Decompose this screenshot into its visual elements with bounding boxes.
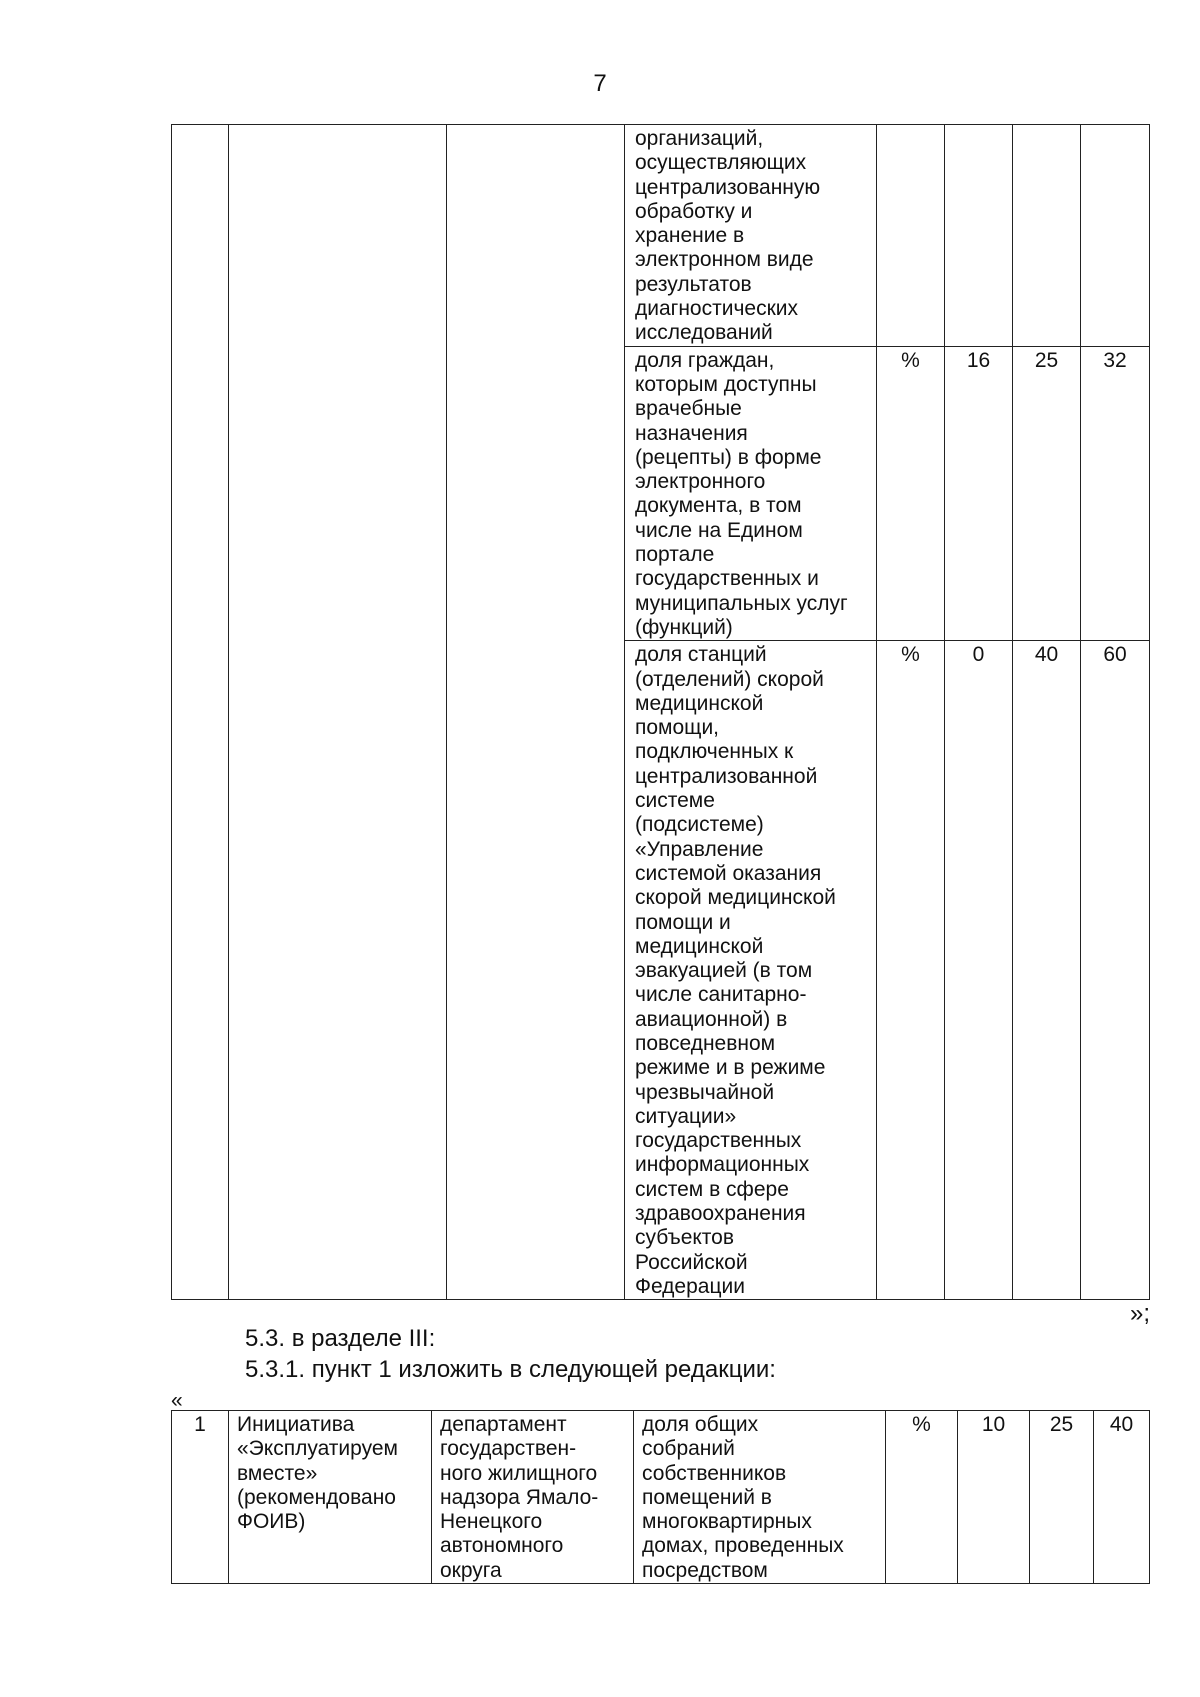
value-cell xyxy=(1081,125,1150,347)
initiative-cell xyxy=(229,125,447,1300)
value-cell: 25 xyxy=(1030,1411,1094,1584)
amendment-paragraph: 5.3.1. пункт 1 изложить в следующей редакции: xyxy=(245,1356,776,1383)
closing-quote: »; xyxy=(1129,1300,1150,1327)
unit-cell: % xyxy=(886,1411,958,1584)
value-cell: 0 xyxy=(945,641,1013,1300)
initiative-cell: Инициатива «Эксплуатируем вместе» (рекомендовано ФОИВ) xyxy=(229,1411,432,1584)
value-cell: 60 xyxy=(1081,641,1150,1300)
value-cell xyxy=(1013,125,1081,347)
number-cell xyxy=(172,125,229,1300)
value-cell: 10 xyxy=(958,1411,1030,1584)
page-number: 7 xyxy=(593,70,607,97)
table-row xyxy=(172,125,1150,347)
section-paragraph: 5.3. в разделе III: xyxy=(245,1325,436,1352)
indicator-cell: доля станций (отделений) скорой медицинской помощи, подключенных к централизованной системе (подсистеме) «Управление системой оказания скорой медицинской помощи и медицинской эвакуацией (в том числе санитарно- авиационной) в повседневном режиме и в режиме чрезвычайной ситуации» государственных информационных систем в сфере здравоохранения субъектов Российской Федерации xyxy=(625,641,877,1300)
unit-cell: % xyxy=(877,641,945,1300)
value-cell: 40 xyxy=(1013,641,1081,1300)
initiative-table xyxy=(171,1410,1150,1584)
department-cell: департамент государствен- ного жилищного надзора Ямало- Ненецкого автономного округа xyxy=(432,1411,634,1584)
indicators-table-continued xyxy=(171,124,1150,1300)
table-row xyxy=(172,1411,1150,1584)
value-cell xyxy=(945,125,1013,347)
value-cell: 32 xyxy=(1081,346,1150,641)
indicator-cell: доля общих собраний собственников помещений в многоквартирных домах, проведенных посредством xyxy=(634,1411,886,1584)
value-cell: 40 xyxy=(1094,1411,1150,1584)
unit-cell: % xyxy=(877,346,945,641)
opening-quote: « xyxy=(171,1389,183,1412)
unit-cell xyxy=(877,125,945,347)
value-cell: 16 xyxy=(945,346,1013,641)
number-cell: 1 xyxy=(172,1411,229,1584)
indicator-cell: организаций, осуществляющих централизованную обработку и хранение в электронном виде результатов диагностических исследований xyxy=(625,125,877,347)
indicator-cell: доля граждан, которым доступны врачебные назначения (рецепты) в форме электронного документа, в том числе на Едином портале государственных и муниципальных услуг (функций) xyxy=(625,346,877,641)
department-cell xyxy=(447,125,625,1300)
value-cell: 25 xyxy=(1013,346,1081,641)
